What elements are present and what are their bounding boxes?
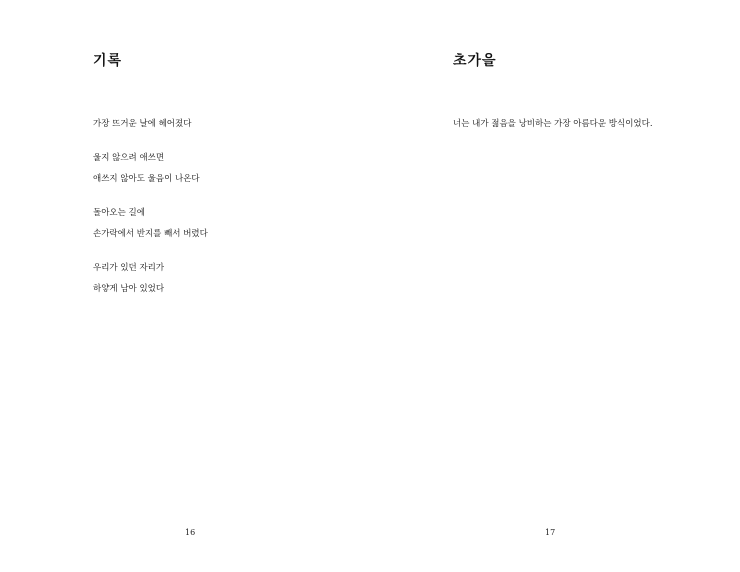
page-number: 16 <box>185 528 196 537</box>
poem-line: 너는 내가 젊음을 낭비하는 가장 아름다운 방식이었다. <box>453 119 653 129</box>
stanza <box>93 152 393 185</box>
poem-line: 가장 뜨거운 날에 헤어졌다 <box>93 119 192 129</box>
left-page <box>93 0 433 572</box>
poem-title: 기록 <box>93 53 123 69</box>
poem-body <box>93 118 393 317</box>
stanza <box>93 207 393 240</box>
poem-line: 돌아오는 길에 <box>93 208 145 218</box>
poem-line: 울지 않으려 애쓰면 <box>93 153 165 163</box>
stanza <box>93 118 393 130</box>
poem-line: 하얗게 남아 있었다 <box>93 284 165 294</box>
page-number: 17 <box>545 528 556 537</box>
right-page <box>453 0 733 572</box>
stanza <box>93 262 393 295</box>
poem-line: 애쓰지 않아도 울음이 나온다 <box>93 174 200 184</box>
poem-title: 초가을 <box>453 53 497 69</box>
poem-body <box>453 118 733 152</box>
poem-line: 우리가 있던 자리가 <box>93 263 165 273</box>
poem-line: 손가락에서 반지를 빼서 버렸다 <box>93 229 208 239</box>
stanza <box>453 118 733 130</box>
